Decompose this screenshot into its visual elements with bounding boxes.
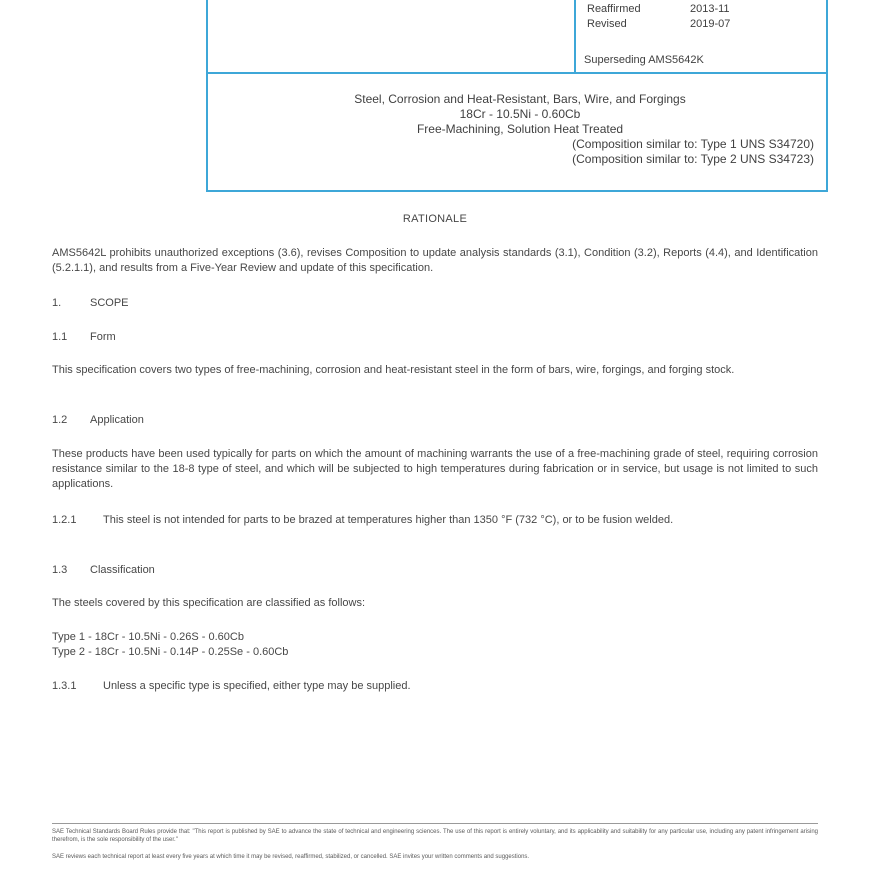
superseding-note: Superseding AMS5642K [584, 54, 704, 66]
classification-paragraph: The steels covered by this specification are classified as follows: [52, 597, 366, 609]
footer-rules-text: SAE Technical Standards Board Rules provide that: "This report is published by SAE to advance the state of technical and engineering sciences. The use of this report is entirely voluntary, and its applicability and suitability for any particular use, including any patent infringement arising therefrom, is the sole responsibility of the user." [52, 829, 818, 843]
section-title: Classification [90, 564, 155, 576]
application-note-text: This steel is not intended for parts to be brazed at temperatures higher than 1350 °F (732 °C), or to be fusion welded. [103, 514, 674, 526]
application-note [52, 513, 818, 528]
rationale-heading: RATIONALE [402, 213, 468, 225]
form-paragraph: This specification covers two types of free-machining, corrosion and heat-resistant steel in the form of bars, wire, forgings, and forging stock. [52, 364, 735, 376]
document-title-block [208, 92, 826, 167]
header-box [206, 0, 828, 192]
composition-line-1: (Composition similar to: Type 1 UNS S34720) [572, 137, 814, 151]
section-application-heading [52, 413, 144, 428]
title-line-3: Free-Machining, Solution Heat Treated [416, 122, 624, 136]
composition-line-2: (Composition similar to: Type 2 UNS S34723) [572, 152, 814, 166]
section-number: 1.3 [52, 564, 68, 576]
section-title: SCOPE [90, 297, 129, 309]
reaffirmed-label: Reaffirmed [587, 3, 641, 15]
section-number: 1.2.1 [52, 514, 77, 526]
section-title: Application [90, 414, 144, 426]
section-title: Form [90, 331, 116, 343]
classification-note-text: Unless a specific type is specified, either type may be supplied. [103, 680, 411, 692]
section-scope-heading [52, 296, 129, 311]
section-number: 1. [52, 297, 62, 309]
type-2-line: Type 2 - 18Cr - 10.5Ni - 0.14P - 0.25Se - 0.60Cb [52, 646, 289, 658]
section-classification-heading [52, 563, 155, 578]
section-form-heading [52, 330, 116, 345]
header-dates-cell [576, 0, 826, 72]
title-line-1: Steel, Corrosion and Heat-Resistant, Bars, Wire, and Forgings [354, 92, 686, 106]
classification-note [52, 679, 818, 694]
type-1-line: Type 1 - 18Cr - 10.5Ni - 0.26S - 0.60Cb [52, 631, 244, 643]
revised-date-row [587, 18, 730, 30]
revised-label: Revised [587, 18, 627, 30]
footer-divider [52, 823, 818, 824]
reaffirmed-value: 2013-11 [690, 3, 730, 15]
revised-value: 2019-07 [690, 18, 731, 30]
section-number: 1.1 [52, 331, 68, 343]
header-top-row [208, 0, 826, 74]
reaffirmed-date-row [587, 3, 730, 15]
footer-review-text: SAE reviews each technical report at least every five years at which time it may be revised, reaffirmed, stabilized, or cancelled. SAE invites your written comments and suggestions. [52, 854, 530, 860]
section-number: 1.2 [52, 414, 68, 426]
title-line-2: 18Cr - 10.5Ni - 0.60Cb [459, 107, 581, 121]
section-number: 1.3.1 [52, 680, 77, 692]
rationale-paragraph: AMS5642L prohibits unauthorized exceptions (3.6), revises Composition to update analysis standards (3.1), Condition (3.2), Reports (4.4), and Identification (5.2.1.1), and results from a Five-Year Review and update of this specification. [52, 247, 818, 274]
application-paragraph: These products have been used typically for parts on which the amount of machining warrants the use of a free-machining grade of steel, requiring corrosion resistance similar to the 18-8 type of steel, and which will be subjected to high temperatures during fabrication or in service, but usage is not limited to such applications. [52, 448, 818, 490]
header-left-cell [208, 0, 576, 72]
